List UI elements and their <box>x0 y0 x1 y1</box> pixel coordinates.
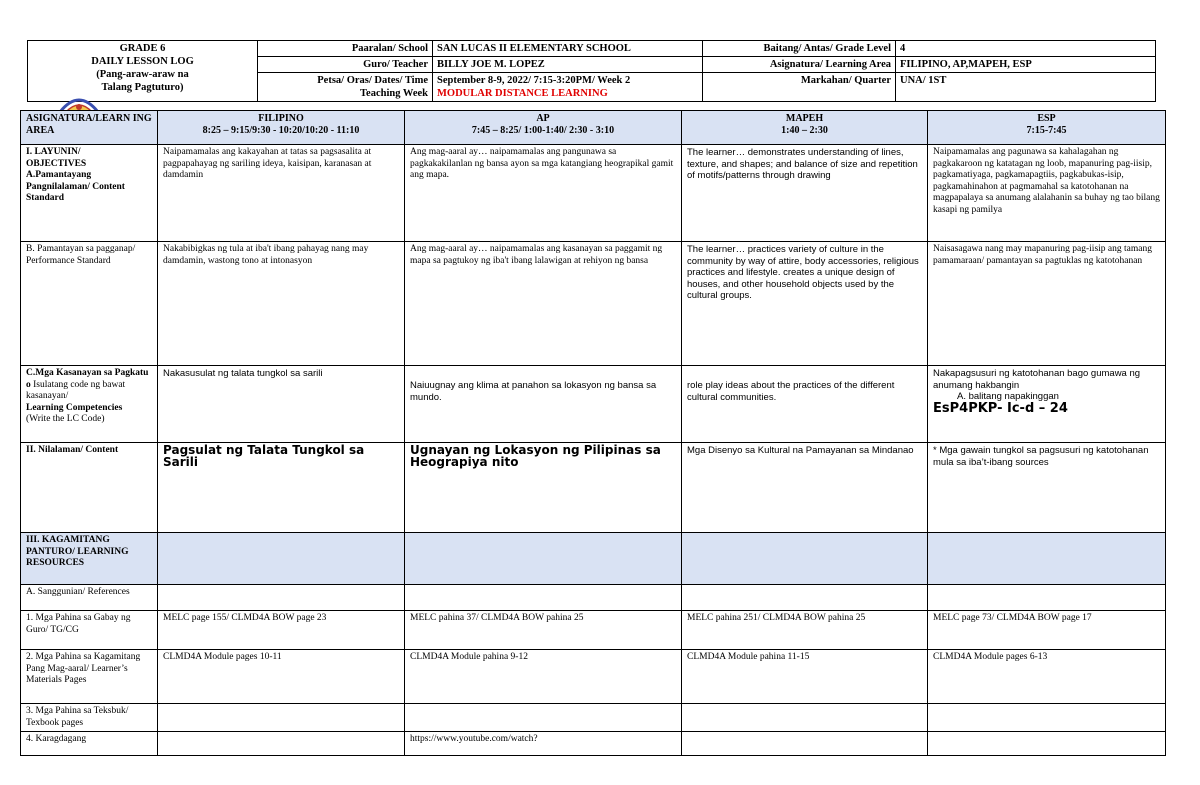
ap-lm: CLMD4A Module pahina 9-12 <box>405 650 682 704</box>
table-row <box>21 585 1166 611</box>
esp-competency-code: EsP4PKP- Ic-d – 24 <box>933 400 1068 416</box>
ap-tg: MELC pahina 37/ CLMD4A BOW pahina 25 <box>405 611 682 650</box>
table-row <box>21 732 1166 756</box>
ap-competency: Naiuugnay ang klima at panahon sa lokasyon ng bansa sa mundo. <box>405 366 682 443</box>
grade-level-label: Baitang/ Antas/ Grade Level <box>703 41 896 57</box>
pang-araw-araw-subtitle: (Pang-araw-araw na <box>96 69 189 80</box>
table-row <box>21 611 1166 650</box>
table-row <box>21 145 1166 242</box>
table-row <box>21 443 1166 533</box>
table-row <box>21 533 1166 585</box>
additional-label: 4. Karagdagang <box>21 732 158 756</box>
empty-cell <box>158 704 405 732</box>
empty-cell <box>682 533 928 585</box>
mapeh-content-standard: The learner… demonstrates understanding of lines, texture, and shapes; and balance of size and repetition of motifs/patterns through drawing <box>682 145 928 242</box>
school-label: Paaralan/ School <box>258 41 433 57</box>
mapeh-tg: MELC pahina 251/ CLMD4A BOW pahina 25 <box>682 611 928 650</box>
learning-area-label: Asignatura/ Learning Area <box>703 57 896 73</box>
filipino-content: Pagsulat ng Talata Tungkol sa Sarili <box>158 443 405 533</box>
learning-competencies-label: Learning Competencies <box>26 402 123 413</box>
mapeh-lm: CLMD4A Module pahina 11-15 <box>682 650 928 704</box>
lm-label: 2. Mga Pahina sa Kagamitang Pang Mag-aaral/ Learner’s Materials Pages <box>21 650 158 704</box>
filipino-lm: CLMD4A Module pages 10-11 <box>158 650 405 704</box>
esp-time: 7:15-7:45 <box>1026 125 1067 136</box>
daily-lesson-log-title: DAILY LESSON LOG <box>91 56 194 67</box>
ap-additional-link[interactable]: https://www.youtube.com/watch? <box>405 732 682 756</box>
date-value-cell <box>433 73 703 102</box>
empty-cell <box>682 704 928 732</box>
empty-cell <box>158 585 405 611</box>
competencies-label <box>21 366 158 443</box>
filipino-time: 8:25 – 9:15/9:30 - 10:20/10:20 - 11:10 <box>202 125 360 136</box>
mapeh-title: MAPEH <box>785 113 824 124</box>
empty-cell <box>928 533 1166 585</box>
tg-label: 1. Mga Pahina sa Gabay ng Guro/ TG/CG <box>21 611 158 650</box>
esp-performance-standard: Naisasagawa nang may mapanuring pag-iisip ang tamang pamamaraan/ pamantayan sa pagtuklas ng katotohanan <box>928 242 1166 366</box>
competencies-label-note: Isulatang code ng bawat kasanayan/ <box>26 379 126 401</box>
mapeh-column-header <box>682 111 928 145</box>
esp-tg: MELC page 73/ CLMD4A BOW page 17 <box>928 611 1166 650</box>
competencies-label-bold: C.Mga Kasanayan sa Pagkatu o <box>26 368 149 390</box>
teaching-week-label: Teaching Week <box>360 88 428 99</box>
quarter-label: Markahan/ Quarter <box>703 73 896 102</box>
table-row <box>21 650 1166 704</box>
table-row <box>21 242 1166 366</box>
references-label: A. Sanggunian/ References <box>21 585 158 611</box>
ap-content-standard: Ang mag-aaral ay… naipamamalas ang pangunawa sa pagkakakilanlan ng bansa ayon sa mga katangiang heograpikal gamit ang mapa. <box>405 145 682 242</box>
esp-competency <box>928 366 1166 443</box>
column-header-row <box>21 111 1166 145</box>
grade-title: GRADE 6 <box>119 43 166 54</box>
esp-competency-item: A. balitang napakinggan <box>957 391 1059 402</box>
empty-cell <box>928 704 1166 732</box>
empty-cell <box>682 585 928 611</box>
empty-cell <box>158 533 405 585</box>
filipino-content-standard: Naipamamalas ang kakayahan at tatas sa pagsasalita at pagpapahayag ng sariling ideya, kaisipan, karanasan at damdamin <box>158 145 405 242</box>
ap-performance-standard: Ang mag-aaral ay… naipamamalas ang kasanayan sa paggamit ng mapa sa pagtukoy ng iba't ibang lalawigan at rehiyon ng bansa <box>405 242 682 366</box>
esp-content: * Mga gawain tungkol sa pagsusuri ng katotohanan mula sa iba’t-ibang sources <box>928 443 1166 533</box>
quarter-value: UNA/ 1ST <box>896 73 1156 102</box>
grade-level-value: 4 <box>896 41 1156 57</box>
esp-column-header <box>928 111 1166 145</box>
teacher-label: Guro/ Teacher <box>258 57 433 73</box>
modality-value: MODULAR DISTANCE LEARNING <box>437 88 608 99</box>
empty-cell <box>405 585 682 611</box>
table-row <box>21 704 1166 732</box>
mapeh-time: 1:40 – 2:30 <box>781 125 828 136</box>
mapeh-competency: role play ideas about the practices of the different cultural communities. <box>682 366 928 443</box>
learning-area-value: FILIPINO, AP,MAPEH, ESP <box>896 57 1156 73</box>
performance-standard-label: B. Pamantayan sa pagganap/ Performance Standard <box>21 242 158 366</box>
learning-resources-label: III. KAGAMITANG PANTURO/ LEARNING RESOURCES <box>21 533 158 585</box>
filipino-column-header <box>158 111 405 145</box>
mapeh-content: Mga Disenyo sa Kultural na Pamayanan sa Mindanao <box>682 443 928 533</box>
textbook-label: 3. Mga Pahina sa Teksbuk/ Texbook pages <box>21 704 158 732</box>
date-label: Petsa/ Oras/ Dates/ Time <box>317 75 428 86</box>
empty-cell <box>405 533 682 585</box>
empty-cell <box>158 732 405 756</box>
content-standard-label: A.Pamantayang Pangnilalaman/ Content Standard <box>26 170 125 203</box>
ap-column-header <box>405 111 682 145</box>
filipino-competency: Nakasusulat ng talata tungkol sa sarili <box>158 366 405 443</box>
ap-title: AP <box>536 113 550 124</box>
ap-time: 7:45 – 8:25/ 1:00-1:40/ 2:30 - 3:10 <box>471 125 615 136</box>
area-column-header: ASIGNATURA/LEARN ING AREA <box>21 111 158 145</box>
table-row <box>21 366 1166 443</box>
empty-cell <box>682 732 928 756</box>
objectives-label <box>21 145 158 242</box>
talang-pagtuturo-subtitle: Talang Pagtuturo) <box>101 82 184 93</box>
school-value: SAN LUCAS II ELEMENTARY SCHOOL <box>433 41 703 57</box>
esp-content-standard: Naipamamalas ang pagunawa sa kahalagahan ng pagkakaroon ng katatagan ng loob, mapanuring pag-iisip, pagkamatiyaga, pagkamapagtiis, pagkabukas-isip, pagkamahinahon at pagmamahal sa katotohanan na magpapalaya sa anumang alalahanin sa buhay ng tao bilang kasapi ng pamilya <box>928 145 1166 242</box>
empty-cell <box>405 704 682 732</box>
date-value: September 8-9, 2022/ 7:15-3:20PM/ Week 2 <box>437 75 631 86</box>
filipino-performance-standard: Nakabibigkas ng tula at iba't ibang pahayag nang may damdamin, wastong tono at intonasyon <box>158 242 405 366</box>
empty-cell <box>928 732 1166 756</box>
objectives-label-line1: I. LAYUNIN/ <box>26 147 81 157</box>
teacher-value: BILLY JOE M. LOPEZ <box>433 57 703 73</box>
esp-competency-text: Nakapagsusuri ng katotohanan bago gumawa ng anumang hakbangin <box>933 368 1141 391</box>
content-label: II. Nilalaman/ Content <box>21 443 158 533</box>
filipino-title: FILIPINO <box>258 113 304 124</box>
esp-lm: CLMD4A Module pages 6-13 <box>928 650 1166 704</box>
ap-content: Ugnayan ng Lokasyon ng Pilipinas sa Heograpiya nito <box>405 443 682 533</box>
date-label-cell <box>258 73 433 102</box>
filipino-tg: MELC page 155/ CLMD4A BOW page 23 <box>158 611 405 650</box>
objectives-label-line2: OBJECTIVES <box>26 158 87 169</box>
mapeh-performance-standard: The learner… practices variety of culture in the community by way of attire, body accessories, religious practices and lifestyle. creates a unique design of houses, and other household objects used by the cultural groups. <box>682 242 928 366</box>
lc-code-note: (Write the LC Code) <box>26 414 105 424</box>
empty-cell <box>928 585 1166 611</box>
header-table <box>27 40 1156 102</box>
esp-title: ESP <box>1037 113 1056 124</box>
lesson-table <box>20 110 1166 756</box>
